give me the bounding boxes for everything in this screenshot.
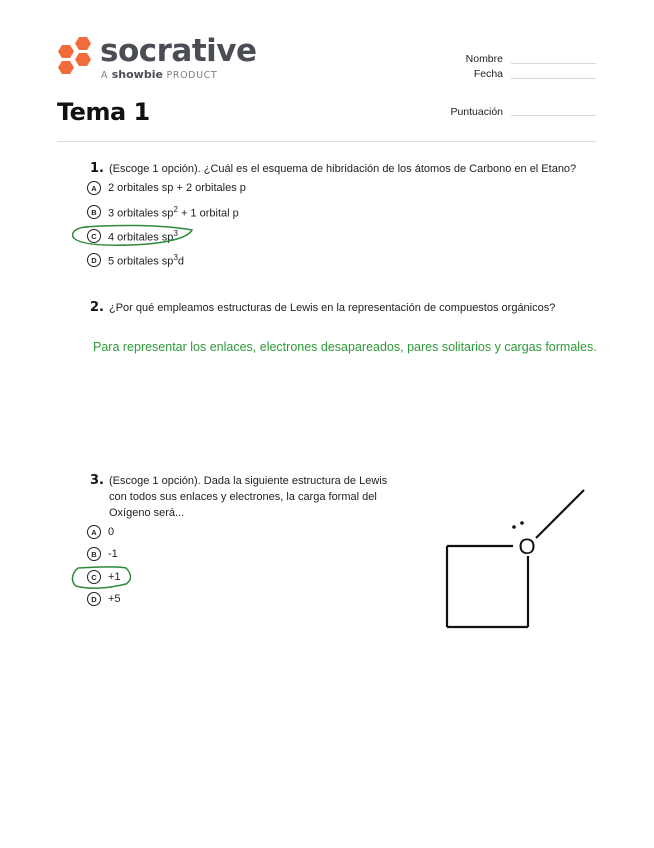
option-bubble: B bbox=[87, 547, 101, 561]
question-2-text: ¿Por qué empleamos estructuras de Lewis en la representación de compuestos orgánicos? bbox=[109, 302, 556, 314]
logo-subtitle: A showbie PRODUCT bbox=[101, 68, 218, 81]
logo-wordmark: socrative bbox=[100, 33, 257, 69]
question-1-number: 1. bbox=[90, 161, 104, 176]
q3-option-a[interactable]: A 0 bbox=[87, 525, 114, 539]
question-2-answer: Para representar los enlaces, electrones desapareados, pares solitarios y cargas formales. bbox=[93, 340, 597, 354]
svg-text:O: O bbox=[518, 534, 536, 559]
option-bubble: D bbox=[87, 253, 101, 267]
q3-option-d[interactable]: D +5 bbox=[87, 592, 121, 606]
answer-circle-mark-icon bbox=[70, 564, 140, 594]
q1-option-c[interactable]: C 4 orbitales $sp^3$ bbox=[87, 229, 178, 244]
q1-option-a[interactable]: A 2 orbitales sp + 2 orbitales p bbox=[87, 181, 246, 195]
question-3-text: (Escoge 1 opción). Dada la siguiente estructura de Lewis con todos sus enlaces y electrones, la carga formal del Oxígeno será... bbox=[109, 475, 388, 519]
lewis-structure-diagram bbox=[440, 485, 590, 635]
question-2-number: 2. bbox=[90, 300, 104, 315]
option-bubble: C bbox=[87, 229, 101, 243]
nombre-field[interactable] bbox=[511, 63, 596, 64]
divider bbox=[57, 141, 596, 142]
question-3-number: 3. bbox=[90, 473, 104, 488]
q1-option-b[interactable]: B 3 orbitales $sp^2 + 1$ orbital p bbox=[87, 205, 239, 220]
puntuacion-field[interactable] bbox=[511, 115, 596, 116]
puntuacion-label: Puntuación bbox=[450, 106, 503, 118]
q1-option-d[interactable]: D 5 orbitales $sp^3d$ bbox=[87, 253, 184, 268]
socrative-logo-icon bbox=[55, 36, 95, 78]
nombre-label: Nombre bbox=[465, 53, 503, 65]
fecha-field[interactable] bbox=[511, 78, 596, 79]
question-1-text: (Escoge 1 opción). ¿Cuál es el esquema de hibridación de los átomos de Carbono en el Etano? bbox=[109, 163, 577, 175]
q3-option-b[interactable]: B -1 bbox=[87, 547, 118, 561]
option-bubble: A bbox=[87, 181, 101, 195]
page-title: Tema 1 bbox=[57, 98, 150, 126]
option-bubble: C bbox=[87, 570, 101, 584]
option-bubble: A bbox=[87, 525, 101, 539]
option-bubble: B bbox=[87, 205, 101, 219]
q3-option-c[interactable]: C +1 bbox=[87, 570, 121, 584]
option-bubble: D bbox=[87, 592, 101, 606]
answer-circle-mark-icon bbox=[70, 222, 200, 252]
fecha-label: Fecha bbox=[473, 68, 503, 80]
